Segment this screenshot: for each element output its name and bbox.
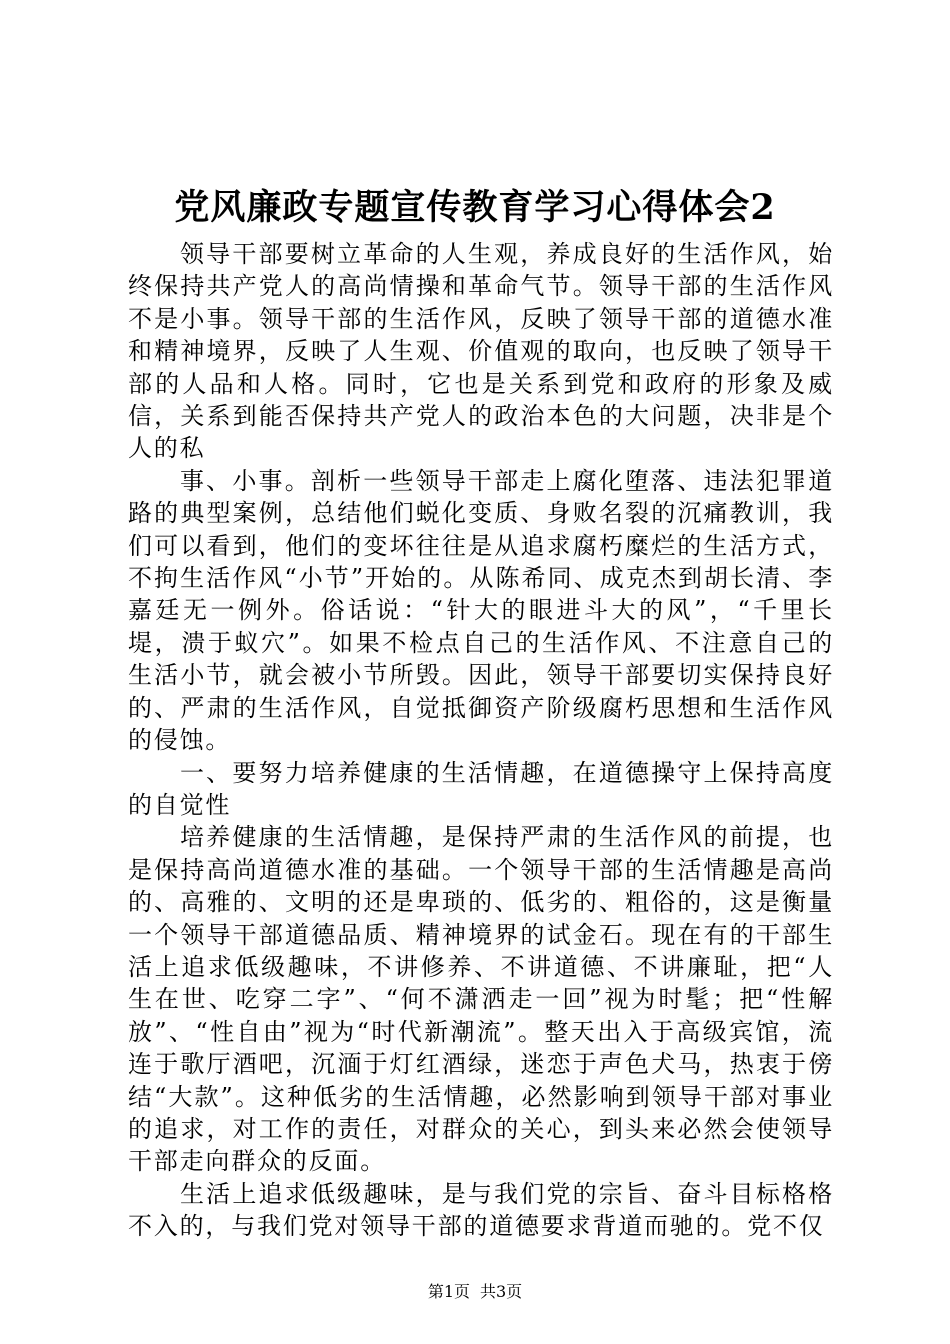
page-footer (0, 1280, 950, 1304)
document-body (128, 238, 834, 1243)
paragraph-1: 领导干部要树立革命的人生观，养成良好的生活作风，始终保持共产党人的高尚情操和革命气节。领导干部的生活作风不是小事。领导干部的生活作风，反映了领导干部的道德水准和精神境界，反映了人生观、价值观的取向，也反映了领导干部的人品和人格。同时，它也是关系到党和政府的形象及威信，关系到能否保持共产党人的政治本色的大问题，决非是个人的私 (128, 240, 834, 463)
document-title: 党风廉政专题宣传教育学习心得体会2 (174, 187, 776, 228)
page-total: 共3页 (480, 1282, 523, 1301)
page-number: 第1页 (427, 1282, 470, 1301)
paragraph-2: 事、小事。剖析一些领导干部走上腐化堕落、违法犯罪道路的典型案例，总结他们蜕化变质、身败名裂的沉痛教训，我们可以看到，他们的变坏往往是从追求腐朽糜烂的生活方式，不拘生活作风“小节”开始的。从陈希同、成克杰到胡长清、李嘉廷无一例外。俗话说：“针大的眼进斗大的风”，“千里长堤，溃于蚁穴”。如果不检点自己的生活作风、不注意自己的生活小节，就会被小节所毁。因此，领导干部要切实保持良好的、严肃的生活作风，自觉抵御资产阶级腐朽思想和生活作风的侵蚀。 (128, 466, 834, 755)
paragraph-3: 培养健康的生活情趣，是保持严肃的生活作风的前提，也是保持高尚道德水准的基础。一个领导干部的生活情趣是高尚的、高雅的、文明的还是卑琐的、低劣的、粗俗的，这是衡量一个领导干部道德品质、精神境界的试金石。现在有的干部生活上追求低级趣味，不讲修养、不讲道德、不讲廉耻，把“人生在世、吃穿二字”、“何不潇洒走一回”视为时髦；把“性解放”、“性自由”视为“时代新潮流”。整天出入于高级宾馆，流连于歌厅酒吧，沉湎于灯红酒绿，迷恋于声色犬马，热衷于傍结“大款”。这种低劣的生活情趣，必然影响到领导干部对事业的追求，对工作的责任，对群众的关心，到头来必然会使领导干部走向群众的反面。 (128, 823, 834, 1176)
paragraph-4: 生活上追求低级趣味，是与我们党的宗旨、奋斗目标格格不入的，与我们党对领导干部的道德要求背道而驰的。党不仅 (128, 1179, 834, 1241)
section-heading-1: 一、要努力培养健康的生活情趣，在道德操守上保持高度的自觉性 (128, 758, 834, 819)
